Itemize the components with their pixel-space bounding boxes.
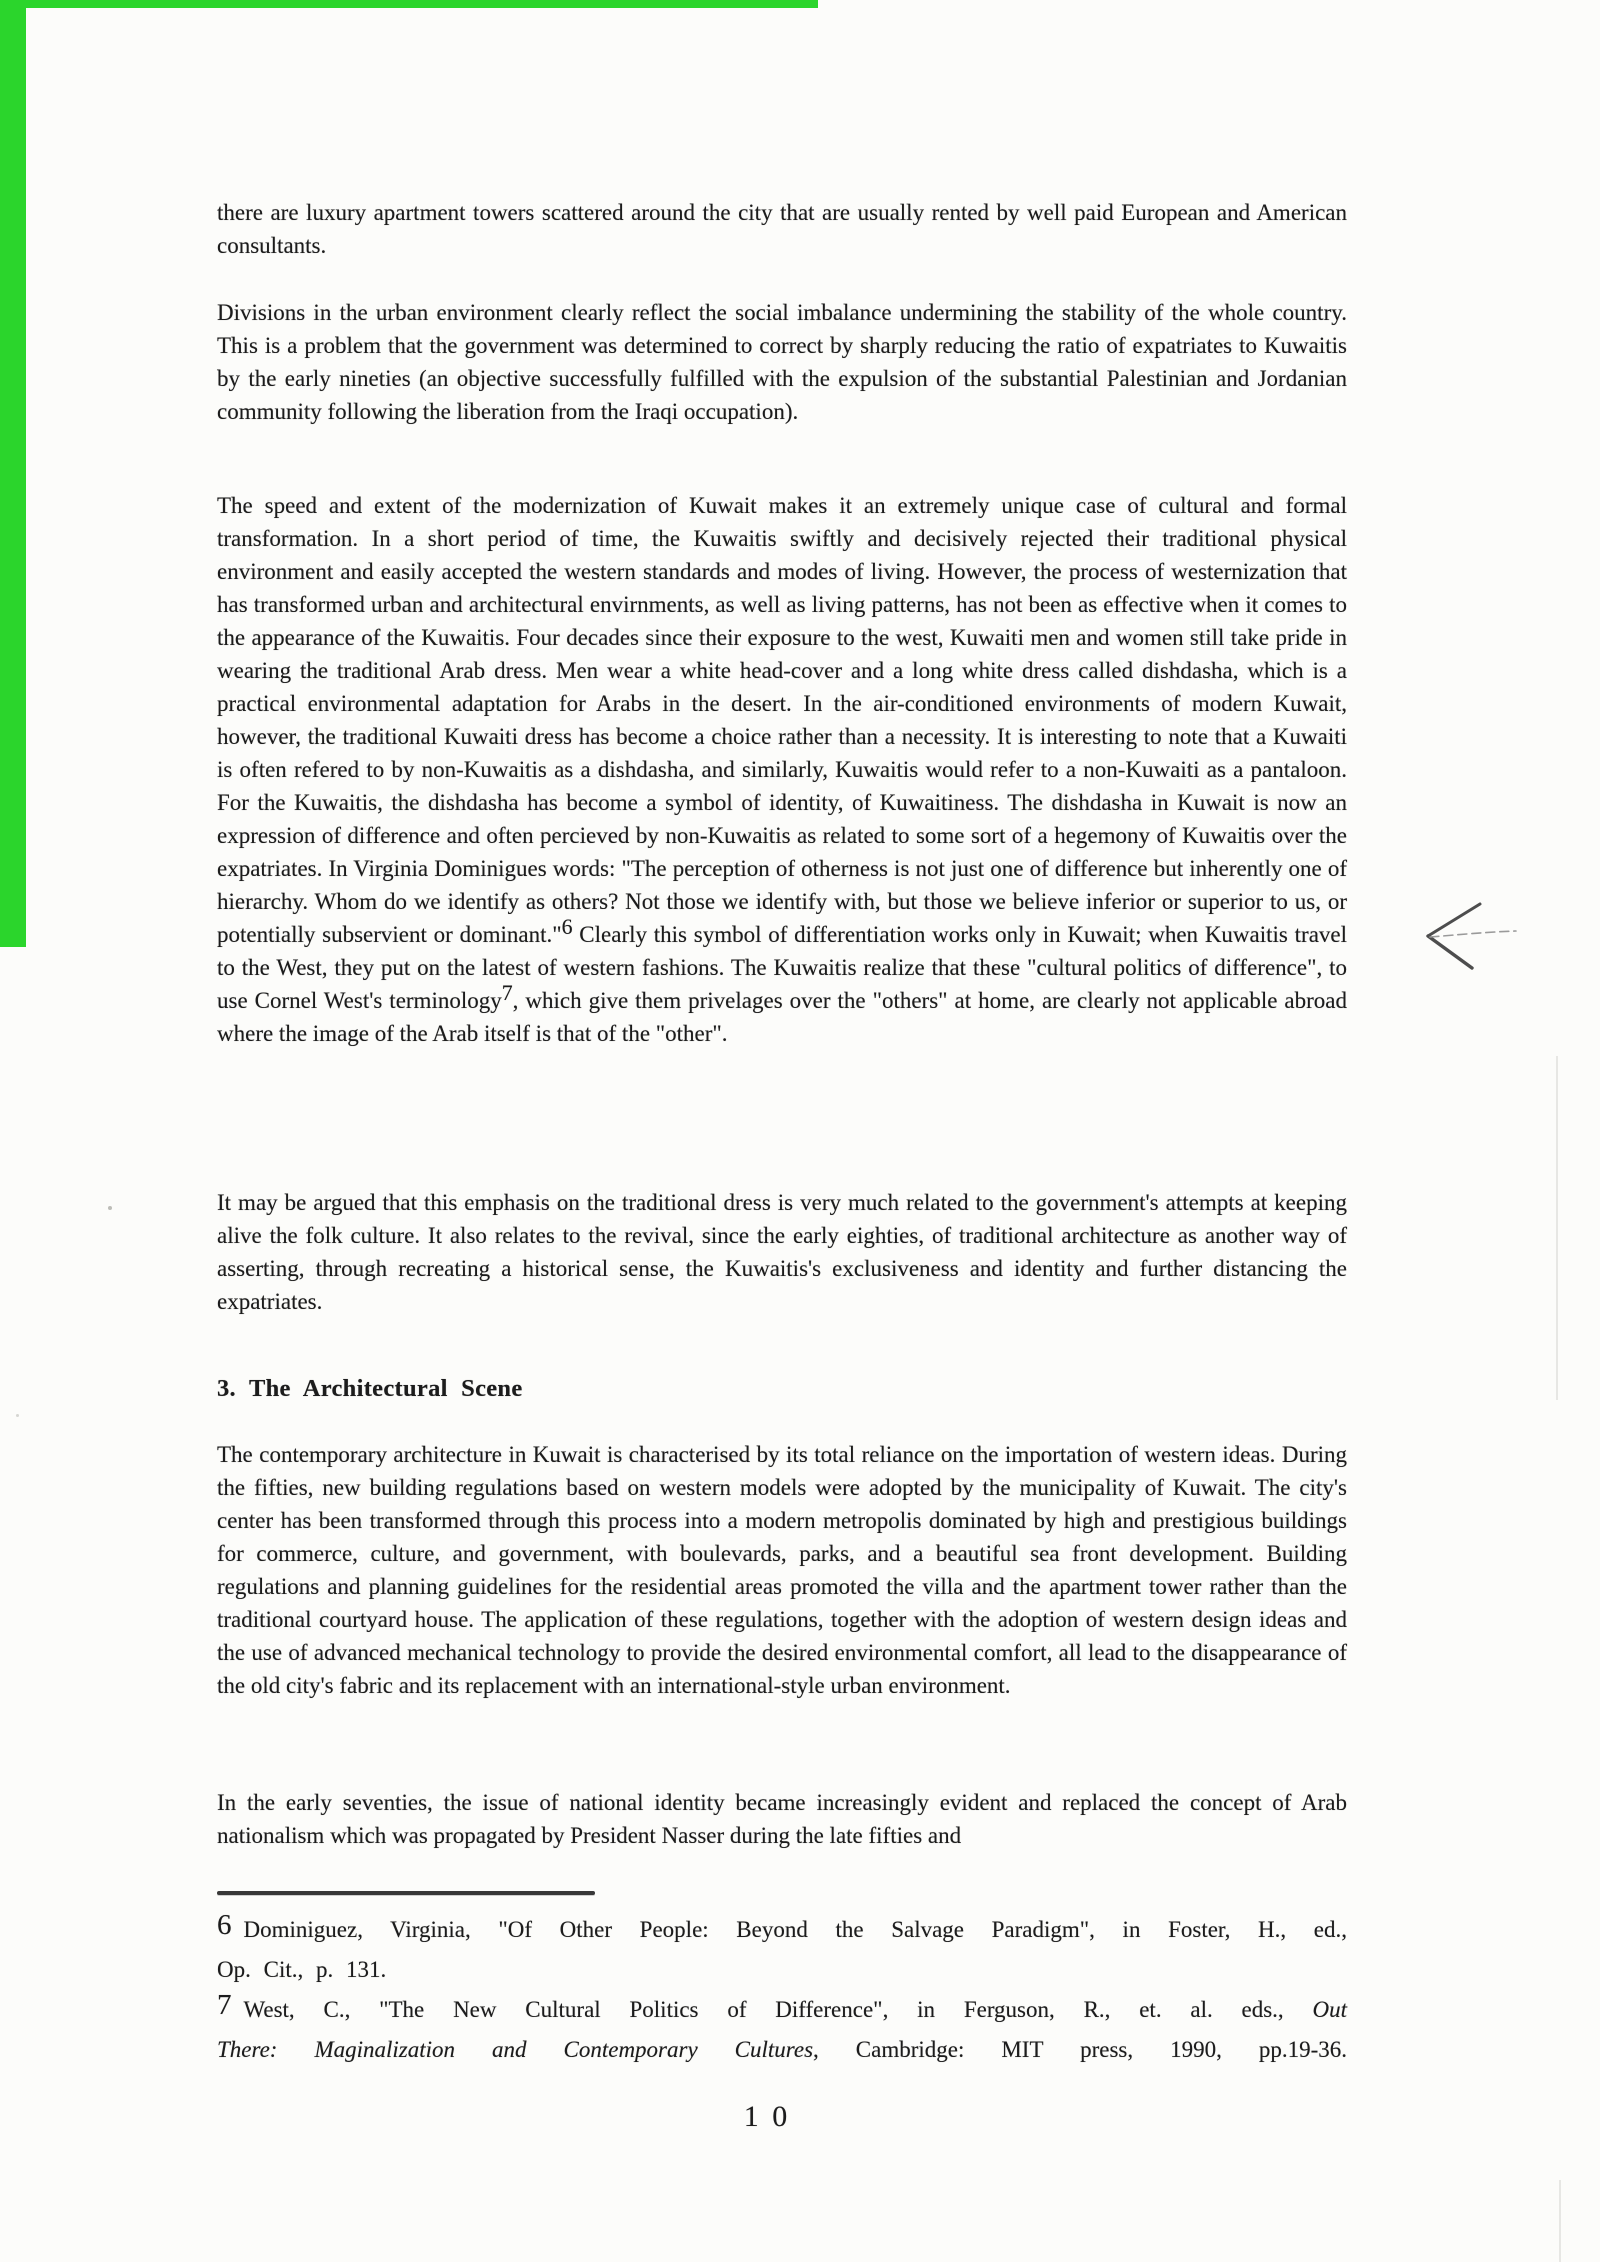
footnote-reference-6: 6: [561, 914, 573, 939]
scan-artifact-right-edge-line-lower: [1559, 2180, 1561, 2262]
paragraph-contemporary-architecture: The contemporary architecture in Kuwait is characterised by its total reliance on the importation of western ideas. During the fifties, new building regulations based on western models were adopted by the municipality of Kuwait. The city's center has been transformed through this process into a modern metropolis dominated by high and prestigious buildings for commerce, culture, and government, with boulevards, parks, and a beautiful sea front development. Building regulations and planning guidelines for the residential areas promoted the villa and the apartment tower rather than the traditional courtyard house. The application of these regulations, together with the adoption of western design ideas and the use of advanced mechanical technology to provide the desired environmental comfort, all lead to the disappearance of the old city's fabric and its replacement with an international-style urban environment.: [217, 1442, 1347, 1698]
footnote-text: , Cambridge: MIT press, 1990, pp.19-36.: [813, 2037, 1347, 2062]
footnote-marker-7: 7: [217, 1989, 232, 2021]
footnote-separator-rule: [217, 1891, 595, 1895]
section-heading: 3. The Architectural Scene: [217, 1375, 523, 1402]
paragraph-divisions: Divisions in the urban environment clearly reflect the social imbalance undermining the stability of the whole country. This is a problem that the government was determined to correct by sharply reducing the ratio of expatriates to Kuwaitis by the early nineties (an objective successfully fulfilled with the expulsion of the substantial Palestinian and Jordanian community following the liberation from the Iraqi occupation).: [217, 300, 1347, 424]
scan-speck: [108, 1206, 112, 1210]
paragraph-text: Clearly this symbol of differentiation works only in Kuwait; when Kuwaitis travel to the West, they put on the latest of western fashions. The Kuwaitis realize that these "cultural politics of difference", to use Cornel West's terminology: [217, 922, 1347, 1013]
footnote-line: [217, 1908, 1347, 1950]
page-number: 1 0: [743, 2100, 791, 2133]
scan-artifact-left-green-strip: [0, 0, 26, 947]
footnote-reference-7: 7: [501, 980, 513, 1005]
footnote-6: [217, 1908, 1347, 1990]
paragraph-national-identity: In the early seventies, the issue of national identity became increasingly evident and replaced the concept of Arab nationalism which was propagated by President Nasser during the late fifties and: [217, 1790, 1347, 1848]
footnote-line: [217, 1988, 1347, 2030]
scan-artifact-right-edge-line: [1556, 1056, 1558, 1400]
footnote-line: [217, 2030, 1347, 2070]
footnote-text: Dominiguez, Virginia, "Of Other People: Beyond the Salvage Paradigm", in Foster, H., ed.,: [243, 1917, 1347, 1942]
footnote-text: Op. Cit., p. 131.: [217, 1957, 387, 1982]
scan-speck: [16, 1414, 19, 1417]
paragraph-modernization: [217, 489, 1347, 1050]
paragraph-text: The speed and extent of the modernization of Kuwait makes it an extremely unique case of cultural and formal transformation. In a short period of time, the Kuwaitis swiftly and decisively rejected their traditional physical environment and easily accepted the western standards and modes of living. However, the process of westernization that has transformed urban and architectural envirnments, as well as living patterns, has not been as effective when it comes to the appearance of the Kuwaitis. Four decades since their exposure to the west, Kuwaiti men and women still take pride in wearing the traditional Arab dress. Men wear a white head-cover and a long white dress called dishdasha, which is a practical environmental adaptation for Arabs in the desert. In the air-conditioned environments of modern Kuwait, however, the traditional Kuwaiti dress has become a choice rather than a necessity. It is interesting to note that a Kuwaiti is often refered to by non-Kuwaitis as a dishdasha, and similarly, Kuwaitis would refer to a non-Kuwaiti as a pantaloon. For the Kuwaitis, the dishdasha has become a symbol of identity, of Kuwaitiness. The dishdasha in Kuwait is now an expression of difference and often percieved by non-Kuwaitis as related to some sort of a hegemony of Kuwaitis over the expatriates. In Virginia Dominigues words: "The perception of otherness is not just one of difference but inherently one of hierarchy. Whom do we identify as others? Not those we identify with, but those we believe inferior or superior to us, or potentially subservient or dominant.": [217, 493, 1347, 947]
scan-artifact-top-green-strip: [0, 0, 818, 8]
footnote-7: [217, 1988, 1347, 2070]
paragraph-continuation: there are luxury apartment towers scattered around the city that are usually rented by well paid European and American consultants.: [217, 200, 1347, 258]
footnote-marker-6: 6: [217, 1909, 232, 1941]
footnote-text-italic: Out: [1312, 1997, 1347, 2022]
paragraph-text: , which give them privelages over the "others" at home, are clearly not applicable abroad where the image of the Arab itself is that of the "other".: [217, 988, 1347, 1046]
footnote-text: West, C., "The New Cultural Politics of Difference", in Ferguson, R., et. al. eds.,: [243, 1997, 1313, 2022]
handwritten-left-arrow-annotation: [1416, 896, 1526, 974]
paragraph-folk-culture: It may be argued that this emphasis on the traditional dress is very much related to the government's attempts at keeping alive the folk culture. It also relates to the revival, since the early eighties, of traditional architecture as another way of asserting, through recreating a historical sense, the Kuwaitis's exclusiveness and identity and further distancing the expatriates.: [217, 1190, 1347, 1314]
footnote-text-italic: There: Maginalization and Contemporary Cultures: [217, 2037, 814, 2062]
footnote-line: [217, 1950, 1347, 1990]
